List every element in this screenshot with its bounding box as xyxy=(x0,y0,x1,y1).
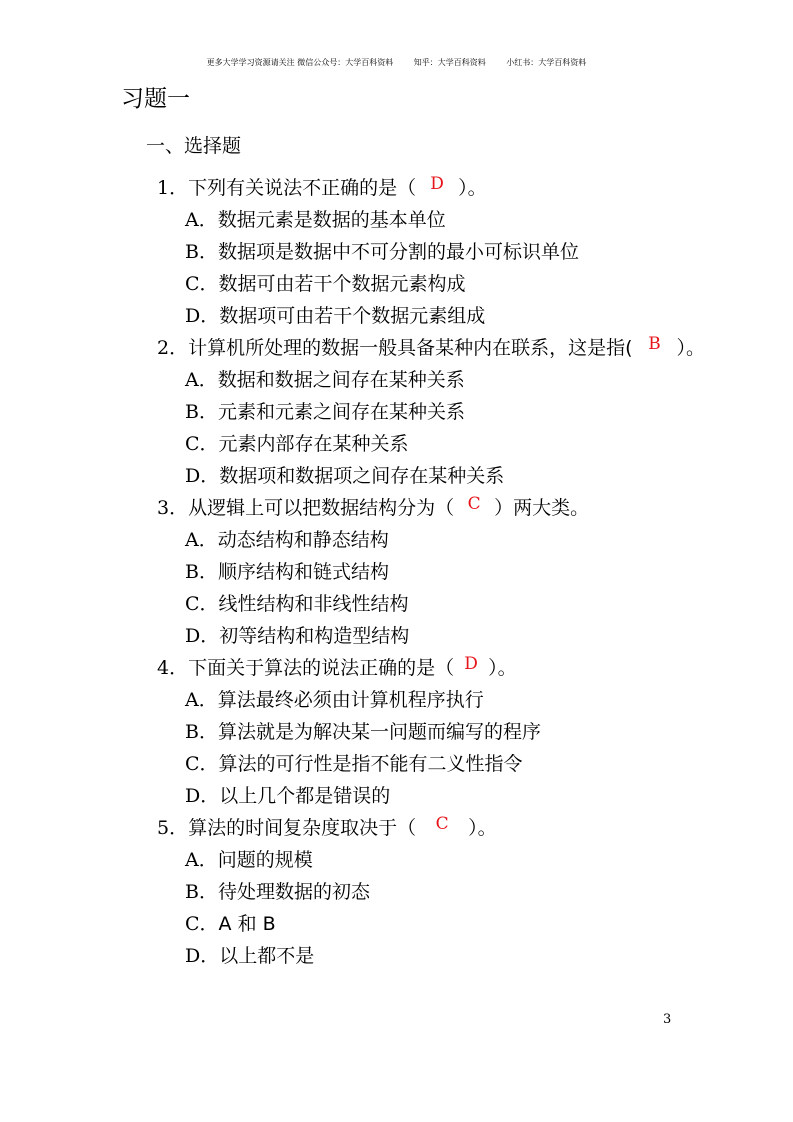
option-letter: B． xyxy=(185,881,218,903)
page-header xyxy=(0,57,793,68)
option-text: 数据项是数据中不可分割的最小可标识单位 xyxy=(217,241,579,263)
option-letter: B． xyxy=(185,721,218,743)
option-item xyxy=(185,527,389,553)
question-2 xyxy=(157,335,705,361)
option-text: 元素内部存在某种关系 xyxy=(218,433,409,455)
option-letter: B． xyxy=(185,241,218,263)
option-item xyxy=(185,207,446,233)
option-letter: C． xyxy=(185,593,219,615)
option-text: 以上都不是 xyxy=(219,945,315,967)
option-letter: C． xyxy=(185,273,219,295)
answer-mark: D xyxy=(430,174,444,194)
question-stem: 下面关于算法的说法正确的是（ xyxy=(188,657,455,679)
option-text: 算法的可行性是指不能有二义性指令 xyxy=(218,753,523,775)
option-item xyxy=(185,431,409,457)
question-number: 3． xyxy=(157,497,189,519)
option-item xyxy=(185,879,370,905)
section-heading: 一、选择题 xyxy=(146,135,242,157)
option-text: 算法最终必须由计算机程序执行 xyxy=(217,689,484,711)
option-text: 算法就是为解决某一问题而编写的程序 xyxy=(217,721,541,743)
option-letter: A． xyxy=(185,689,218,711)
option-text: 数据元素是数据的基本单位 xyxy=(217,209,446,231)
option-item xyxy=(185,399,465,425)
question-stem-end: ）两大类。 xyxy=(494,497,590,519)
option-text: 动态结构和静态结构 xyxy=(217,529,389,551)
option-text: 待处理数据的初态 xyxy=(217,881,370,903)
answer-mark: D xyxy=(464,654,478,674)
option-item xyxy=(185,783,390,809)
option-letter: A． xyxy=(185,529,218,551)
option-item xyxy=(185,623,409,649)
option-text: 以上几个都是错误的 xyxy=(219,785,391,807)
option-item xyxy=(185,911,276,937)
option-letter: C． xyxy=(185,753,219,775)
option-item xyxy=(185,591,409,617)
option-item xyxy=(185,943,314,969)
question-number: 4． xyxy=(157,657,189,679)
option-item xyxy=(185,847,313,873)
option-item xyxy=(185,239,579,265)
question-stem: 算法的时间复杂度取决于（ xyxy=(188,817,417,839)
option-letter: B． xyxy=(185,401,218,423)
answer-mark: C xyxy=(435,814,449,834)
option-item xyxy=(185,463,504,489)
option-item xyxy=(185,719,541,745)
question-1 xyxy=(157,175,487,201)
question-stem-end: ）。 xyxy=(488,657,517,679)
question-number: 2． xyxy=(157,337,189,359)
option-letter: D． xyxy=(185,625,220,647)
question-4 xyxy=(157,655,517,681)
option-text: 问题的规模 xyxy=(217,849,313,871)
question-3 xyxy=(157,495,589,521)
question-stem-end: ）。 xyxy=(676,337,706,359)
option-letter: D． xyxy=(185,465,220,487)
option-item xyxy=(185,559,389,585)
option-text: 顺序结构和链式结构 xyxy=(217,561,389,583)
option-letter: C． xyxy=(185,913,219,935)
question-number: 5． xyxy=(157,817,189,839)
option-letter: B． xyxy=(185,561,218,583)
question-stem: 从逻辑上可以把数据结构分为（ xyxy=(188,497,455,519)
option-item xyxy=(185,687,484,713)
header-zhihu: 知乎：大学百科资料 xyxy=(413,58,486,67)
option-item xyxy=(185,367,465,393)
option-letter: A． xyxy=(185,209,218,231)
question-5 xyxy=(157,815,497,841)
option-text: 数据项可由若干个数据元素组成 xyxy=(219,305,486,327)
page-number: 3 xyxy=(663,1012,672,1027)
option-text: 线性结构和非线性结构 xyxy=(218,593,409,615)
option-text: 数据项和数据项之间存在某种关系 xyxy=(219,465,505,487)
answer-mark: C xyxy=(467,494,481,514)
option-text: 数据可由若干个数据元素构成 xyxy=(218,273,466,295)
option-item xyxy=(185,303,485,329)
option-letter: D． xyxy=(185,785,220,807)
option-letter: D． xyxy=(185,945,220,967)
header-resources: 更多大学学习资源请关注 微信公众号：大学百科资料 xyxy=(206,58,394,67)
question-stem: 下列有关说法不正确的是（ xyxy=(188,177,417,199)
option-item xyxy=(185,271,466,297)
option-text: 数据和数据之间存在某种关系 xyxy=(217,369,465,391)
option-item xyxy=(185,751,523,777)
answer-mark: B xyxy=(648,334,661,354)
exercise-title: 习题一 xyxy=(121,86,190,112)
option-letter: D． xyxy=(185,305,220,327)
option-text: A 和 B xyxy=(218,913,276,935)
option-letter: C． xyxy=(185,433,219,455)
option-text: 元素和元素之间存在某种关系 xyxy=(217,401,465,423)
header-xiaohongshu: 小红书：大学百科资料 xyxy=(506,58,587,67)
question-number: 1． xyxy=(157,177,189,199)
question-stem: 计算机所处理的数据一般具备某种内在联系，这是指( xyxy=(188,337,633,359)
question-stem-end: ）。 xyxy=(468,817,497,839)
option-text: 初等结构和构造型结构 xyxy=(219,625,410,647)
option-letter: A． xyxy=(185,849,218,871)
question-stem-end: ）。 xyxy=(458,177,487,199)
option-letter: A． xyxy=(185,369,218,391)
